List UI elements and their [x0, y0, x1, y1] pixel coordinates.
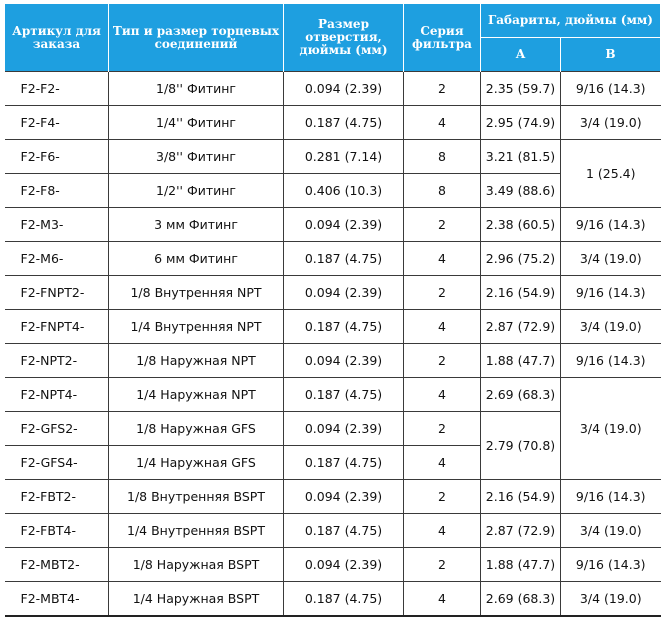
cell-series: 2: [404, 548, 481, 582]
cell-dim-b: 9/16 (14.3): [561, 72, 661, 106]
cell-dim-b: 3/4 (19.0): [561, 242, 661, 276]
table-row: [5, 514, 661, 548]
cell-part: F2-F6-: [5, 140, 109, 174]
header-dim-b: B: [561, 38, 661, 72]
cell-dim-a: 2.16 (54.9): [481, 276, 561, 310]
cell-part: F2-GFS2-: [5, 412, 109, 446]
cell-connection: 1/8 Наружная NPT: [109, 344, 284, 378]
cell-part: F2-F2-: [5, 72, 109, 106]
cell-orifice: 0.094 (2.39): [284, 72, 404, 106]
cell-series: 2: [404, 72, 481, 106]
cell-part: F2-FBT2-: [5, 480, 109, 514]
cell-connection: 3 мм Фитинг: [109, 208, 284, 242]
cell-dim-b: 3/4 (19.0): [561, 310, 661, 344]
cell-orifice: 0.187 (4.75): [284, 242, 404, 276]
cell-part: F2-FNPT4-: [5, 310, 109, 344]
cell-part: F2-FNPT2-: [5, 276, 109, 310]
cell-series: 4: [404, 582, 481, 617]
cell-dim-b: 3/4 (19.0): [561, 582, 661, 617]
header-dim-a: A: [481, 38, 561, 72]
specification-table: [4, 4, 661, 617]
cell-connection: 1/4 Наружная BSPT: [109, 582, 284, 617]
cell-orifice: 0.094 (2.39): [284, 548, 404, 582]
table-row: [5, 242, 661, 276]
cell-dim-b: 3/4 (19.0): [561, 106, 661, 140]
cell-series: 2: [404, 276, 481, 310]
cell-orifice: 0.187 (4.75): [284, 378, 404, 412]
cell-connection: 1/4 Наружная GFS: [109, 446, 284, 480]
cell-connection: 1/8 Наружная BSPT: [109, 548, 284, 582]
cell-part: F2-GFS4-: [5, 446, 109, 480]
cell-dim-a: 1.88 (47.7): [481, 344, 561, 378]
header-orifice: Размер отверстия, дюймы (мм): [284, 4, 404, 72]
table-row: [5, 276, 661, 310]
table-row: [5, 140, 661, 174]
cell-dim-a: 2.16 (54.9): [481, 480, 561, 514]
cell-part: F2-FBT4-: [5, 514, 109, 548]
cell-orifice: 0.187 (4.75): [284, 514, 404, 548]
cell-series: 8: [404, 174, 481, 208]
cell-connection: 1/4'' Фитинг: [109, 106, 284, 140]
cell-dim-a: 2.69 (68.3): [481, 378, 561, 412]
cell-orifice: 0.187 (4.75): [284, 582, 404, 617]
table-row: [5, 582, 661, 617]
table-row: [5, 106, 661, 140]
cell-series: 4: [404, 242, 481, 276]
cell-connection: 3/8'' Фитинг: [109, 140, 284, 174]
cell-part: F2-NPT4-: [5, 378, 109, 412]
cell-dim-a: 3.49 (88.6): [481, 174, 561, 208]
cell-orifice: 0.094 (2.39): [284, 344, 404, 378]
cell-part: F2-M6-: [5, 242, 109, 276]
table-header: [5, 4, 661, 72]
header-dimensions: Габариты, дюймы (мм): [481, 4, 661, 38]
cell-dim-a: 2.79 (70.8): [481, 412, 561, 480]
cell-series: 4: [404, 378, 481, 412]
cell-dim-a: 2.96 (75.2): [481, 242, 561, 276]
table-row: [5, 344, 661, 378]
cell-series: 4: [404, 310, 481, 344]
cell-part: F2-M3-: [5, 208, 109, 242]
cell-part: F2-NPT2-: [5, 344, 109, 378]
table-row: [5, 72, 661, 106]
cell-dim-b: 3/4 (19.0): [561, 378, 661, 480]
cell-connection: 1/8 Внутренняя NPT: [109, 276, 284, 310]
cell-orifice: 0.094 (2.39): [284, 276, 404, 310]
cell-dim-b: 9/16 (14.3): [561, 480, 661, 514]
cell-part: F2-MBT2-: [5, 548, 109, 582]
table-row: [5, 208, 661, 242]
table-body: [5, 72, 661, 617]
cell-dim-a: 1.88 (47.7): [481, 548, 561, 582]
cell-orifice: 0.187 (4.75): [284, 106, 404, 140]
cell-series: 4: [404, 106, 481, 140]
cell-orifice: 0.094 (2.39): [284, 208, 404, 242]
table-row: [5, 378, 661, 412]
cell-orifice: 0.406 (10.3): [284, 174, 404, 208]
cell-connection: 1/4 Внутренняя NPT: [109, 310, 284, 344]
cell-orifice: 0.094 (2.39): [284, 412, 404, 446]
cell-dim-a: 2.87 (72.9): [481, 310, 561, 344]
cell-series: 2: [404, 480, 481, 514]
cell-connection: 1/8'' Фитинг: [109, 72, 284, 106]
header-connection: Тип и размер торцевых соединений: [109, 4, 284, 72]
header-series: Серия фильтра: [404, 4, 481, 72]
cell-series: 2: [404, 344, 481, 378]
table-row: [5, 548, 661, 582]
cell-dim-b: 9/16 (14.3): [561, 276, 661, 310]
cell-dim-a: 2.35 (59.7): [481, 72, 561, 106]
header-part-number: Артикул для заказа: [5, 4, 109, 72]
cell-series: 2: [404, 412, 481, 446]
cell-series: 2: [404, 208, 481, 242]
cell-connection: 6 мм Фитинг: [109, 242, 284, 276]
cell-dim-b: 9/16 (14.3): [561, 548, 661, 582]
table-row: [5, 480, 661, 514]
table-row: [5, 310, 661, 344]
cell-part: F2-F8-: [5, 174, 109, 208]
cell-dim-b: 3/4 (19.0): [561, 514, 661, 548]
cell-dim-b: 9/16 (14.3): [561, 208, 661, 242]
cell-part: F2-F4-: [5, 106, 109, 140]
cell-dim-b: 1 (25.4): [561, 140, 661, 208]
cell-dim-a: 2.69 (68.3): [481, 582, 561, 617]
cell-dim-a: 3.21 (81.5): [481, 140, 561, 174]
cell-connection: 1/4 Внутренняя BSPT: [109, 514, 284, 548]
cell-series: 4: [404, 446, 481, 480]
cell-series: 8: [404, 140, 481, 174]
cell-orifice: 0.187 (4.75): [284, 446, 404, 480]
cell-series: 4: [404, 514, 481, 548]
cell-dim-a: 2.95 (74.9): [481, 106, 561, 140]
cell-orifice: 0.187 (4.75): [284, 310, 404, 344]
cell-orifice: 0.094 (2.39): [284, 480, 404, 514]
cell-dim-a: 2.87 (72.9): [481, 514, 561, 548]
cell-connection: 1/2'' Фитинг: [109, 174, 284, 208]
cell-dim-b: 9/16 (14.3): [561, 344, 661, 378]
cell-part: F2-MBT4-: [5, 582, 109, 617]
cell-dim-a: 2.38 (60.5): [481, 208, 561, 242]
cell-connection: 1/8 Внутренняя BSPT: [109, 480, 284, 514]
cell-orifice: 0.281 (7.14): [284, 140, 404, 174]
cell-connection: 1/4 Наружная NPT: [109, 378, 284, 412]
cell-connection: 1/8 Наружная GFS: [109, 412, 284, 446]
